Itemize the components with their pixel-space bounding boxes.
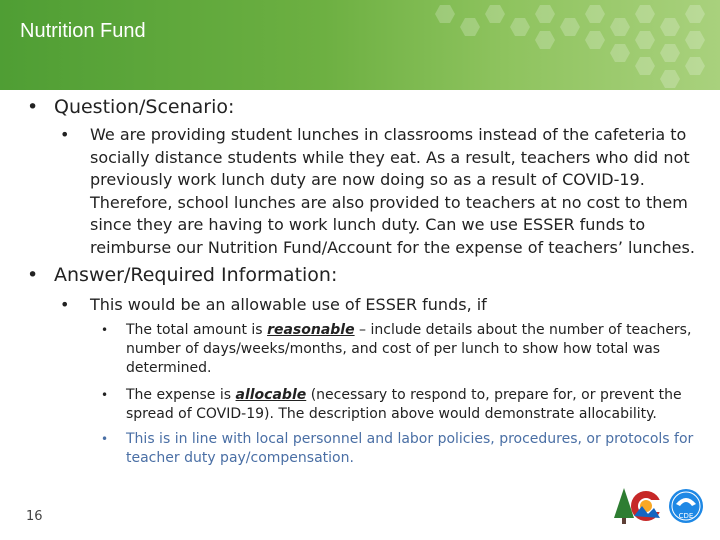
bullet: • (101, 388, 109, 402)
question-body: We are providing student lunches in classrooms instead of the cafeteria to socially distance students while they eat. As a result, teachers who did not previously work lunch duty are now doing so as a result of COVID-19. Therefore, school lunches are also provided to teachers at no cost to them since they are having to work lunch duty. Can we use ESSER funds to reimburse our Nutrition Fund/Account for the expense of teachers’ lunches. (90, 125, 695, 257)
answer-item-text: The expense is allocable (necessary to respond to, prepare for, or prevent the spread of COVID-19). The description above would demonstrate allocability. (126, 387, 682, 422)
answer-item-text: The total amount is reasonable – include details about the number of teachers, number of days/weeks/months, and cost of per lunch to show how total was determined. (126, 322, 692, 376)
bullet: • (60, 125, 70, 144)
page-title: Nutrition Fund (20, 20, 146, 42)
answer-item-text: This is in line with local personnel and labor policies, procedures, or protocols for teacher duty pay/compensation. (126, 431, 694, 466)
bullet: • (101, 323, 109, 337)
bullet: • (27, 264, 39, 286)
header-bar (0, 0, 720, 90)
bullet: • (60, 295, 70, 314)
emphasis-reasonable: reasonable (267, 322, 355, 338)
answer-heading: Answer/Required Information: (54, 264, 338, 286)
answer-intro: This would be an allowable use of ESSER funds, if (90, 295, 487, 314)
question-heading: Question/Scenario: (54, 96, 235, 118)
colorado-cde-logo (612, 484, 712, 528)
bullet: • (27, 96, 39, 118)
hexagon-pattern-decoration (420, 0, 720, 90)
bullet: • (101, 432, 109, 446)
logo-text: CDE (678, 512, 694, 520)
emphasis-allocable: allocable (235, 387, 307, 403)
page-number: 16 (26, 509, 43, 524)
